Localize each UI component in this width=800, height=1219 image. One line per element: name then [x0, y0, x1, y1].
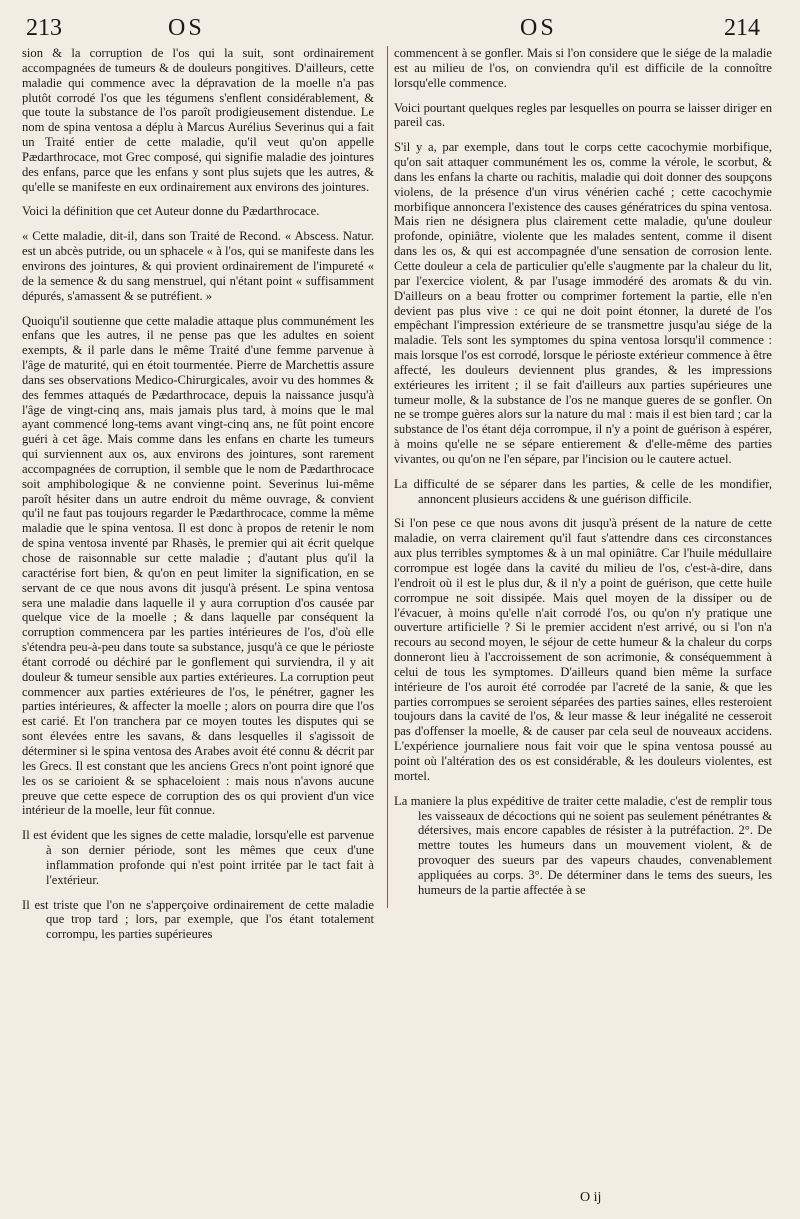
page-number-right: 214 — [724, 15, 760, 41]
left-column — [22, 46, 374, 952]
paragraph: Voici pourtant quelques regles par lesquelles on pourra se laisser diriger en pareil cas. — [394, 100, 772, 130]
quotation-paragraph: « Cette maladie, dit-il, dans son Traité de Recond. « Abscess. Natur. est un abcès putride, ou un sphacele « à l'os, qui se manifeste dans les environs des jointures, & qui provient ordinairement de l'impureté « de la semence & du sang menstruel, qui n'étant point « suffisamment dépurés, s'amassent & se putréfient. » — [22, 229, 374, 303]
paragraph: Quoiqu'il soutienne que cette maladie attaque plus communément les enfans que les autres, il ne pense pas que les adultes en soient exempts, & il parle dans le même Traité d'une femme parvenue à l'âge de maturité, qui en étoit tourmentée. Pierre de Marchettis assure dans ses observations Medico-Chirurgicales, avoir vu des hommes & des femmes attaqués de Pædarthrocace, depuis la naissance jusqu'à l'âge de vingt-cinq ans, mais jamais plus tard, à moins que le mal ayant commencé long-tems avant vingt-cinq ans, ne fût point encore guéri à cet âge. Mais comme dans les enfans en charte les tumeurs qui surviennent aux os, aux environs des jointures, sont rarement accompagnées de corruption, il semble que le nom de Pædarthrocace soit amphibologique & ne convienne point. Severinus lui-même paroît hésiter dans un autre endroit du même ouvrage, & convient qu'il ne faut pas toujours regarder le Pædarthrocace, comme la même maladie que le spina ventosa. Il est donc à propos de retenir le nom de spina ventosa inventé par Rhasès, le premier qui ait écrit quelque chose de raisonnable sur cette maladie ; d'autant plus qu'il la caractérise fort bien, & qu'on en peut limiter la signification, en se servant de ce que nous avons dit jusqu'à présent. Le spina ventosa sera une maladie dans laquelle il y aura corruption d'os causée par quelque vice de la moelle ; & dans laquelle par conséquent la corruption commencera par les parties intérieures de l'os, d'où elle s'étendra peu-à-peu dans toute sa substance, jusqu'à ce que le périoste étant corrodé ou déchiré par le gonflement qui surviendra, il y ait douleur & tumeur sensible aux parties extérieures. La corruption peut commencer aux parties extérieures de l'os, le pénétrer, gagner les parties intérieures, & affecter la moelle ; alors on pourra dire que l'os est carié. Et l'on tranchera par ce moyen toutes les disputes qui se sont élevées entre les savans, & dans lesquelles il s'agissoit de déterminer si le spina ventosa des Arabes avoit été connu & décrit par les Grecs. Il est constant que les anciens Grecs n'ont point ignoré que les os se carioient & se sphaceloient : mais nous n'avons aucune preuve que cette espece de corruption des os qui provient d'un vice intérieur de la moelle, leur fût connue. — [22, 313, 374, 818]
paragraph: Voici la définition que cet Auteur donne du Pædarthrocace. — [22, 204, 320, 219]
running-head-right: OS — [520, 15, 557, 41]
paragraph: S'il y a, par exemple, dans tout le corps cette cacochymie morbifique, qu'on sait attaquer communément les os, comme la vérole, le scorbut, & dans les enfans la charte ou rachitis, maladie qui doit donner des soupçons violens, de la présence d'un virus vénérien caché ; cette cacochymie morbifique annoncera l'existence des causes génératrices du spina ventosa. Mais rien ne désignera plus clairement cette maladie, qu'une douleur profonde, opiniâtre, violente que les malades sentent, comme il disent dans les os, & qui est accompagnée d'une sensation de corrosion lente. Cette douleur a cela de particulier qu'elle s'augmente par la chaleur du lit, par l'exercice violent, & par l'usage immodéré des aromats & du vin. D'ailleurs on a beau frotter ou comprimer fortement la partie, elle n'en devient pas plus vive : ce qui ne doit point étonner, la dureté de l'os empêchant l'impression extérieure de se transmettre jusqu'au siége de la maladie. Tels sont les symptomes du spina ventosa lorsqu'il commence : mais lorsque l'os est corrodé, lorsque le périoste extérieur commence à être affecté, les douleurs deviennent plus grandes, & les impressions extérieures les irritent ; il se fait d'ailleurs aux parties supérieures une tumeur molle, & la substance de l'os ne manque gueres de se gonfler. On ne se trompe guères alors sur la nature du mal : mais il est bien tard ; car la substance de l'os étant déja corrompue, il n'y a point de guérison à espérer, à moins qu'elle ne se sépare entierement & d'elle-même des parties vivantes, ou qu'on ne l'en sépare, par l'incision ou le cautere actuel. — [394, 140, 772, 466]
paragraph: Si l'on pese ce que nous avons dit jusqu'à présent de la nature de cette maladie, on verra clairement qu'il faut s'attendre dans ces circonstances aux plus terribles symptomes & à un mal opiniâtre. Car l'huile médullaire corrompue est logée dans la cavité du milieu de l'os, c'est-à-dire, dans l'endroit où il est le plus dur, & il n'y a point de guérison, que cette huile corrompue ne soit dissipée. Mais quel moyen de la dissiper ou de l'évacuer, à moins qu'elle n'ait corrodé l'os, ou qu'on n'y pratique une ouverture artificielle ? Si le premier accident n'est arrivé, ou si l'on n'a recours au second moyen, le séjour de cette humeur & la chaleur du corps donneront lieu à l'accroissement de son acrimonie, & conséquemment à celui de tous les symptomes. D'ailleurs quand bien même la surface intérieure de l'os auroit été corrodée par l'acreté de la sanie, & que les parties corrompues se seroient séparées des parties saines, elles resteroient toujours dans la cavité de l'os, & leur masse & leur inégalité ne cesseroit pas d'offenser la moelle, & de causer par cela seul de nouveaux accidens. L'expérience journaliere nous fait voir que le spina ventosa poussé au point où l'altération des os est considérable, & les douleurs violentes, est mortel. — [394, 516, 772, 783]
signature-mark: O ij — [580, 1190, 602, 1205]
paragraph: Il est triste que l'on ne s'apperçoive ordinairement de cette maladie que trop tard ; lors, par exemple, que l'os étant totalement corrompu, les parties supérieures — [22, 897, 374, 942]
paragraph: sion & la corruption de l'os qui la suit, sont ordinairement accompagnées de tumeurs & de douleurs pongitives. D'ailleurs, cette maladie qui commence avec la dépravation de la moelle n'a pas plutôt corrodé l'os que les tégumens s'enflent considérablement, & que toute la substance de l'os paroît prodigieusement distendue. Le nom de spina ventosa a déplu à Marcus Aurélius Severinus qui a fait un Traité entier de cette maladie, qu'il veut qu'on appelle Pædarthrocace, mot Grec composé, qui signifie maladie des jointures des enfans, parce que les enfans y sont plus sujets que les autres, & qu'elle se manifeste en eux ordinairement aux environs des jointures. — [22, 46, 374, 194]
paragraph: commencent à se gonfler. Mais si l'on considere que le siége de la maladie est au milieu de l'os, on conviendra qu'il est difficile de la connoître lorsqu'elle commence. — [394, 46, 772, 90]
running-head-left: OS — [168, 15, 205, 41]
paragraph: La difficulté de se séparer dans les parties, & celle de les mondifier, annoncent plusieurs accidens & une guérison difficile. — [394, 476, 772, 506]
page-number-left: 213 — [26, 15, 62, 41]
right-column — [387, 46, 772, 908]
paragraph: La maniere la plus expéditive de traiter cette maladie, c'est de remplir tous les vaisseaux de décoctions qui ne soient pas seulement pénétrantes & détersives, mais encore capables de résister à la putréfaction. 2°. De mettre toutes les humeurs dans un mouvement violent, & de provoquer des sueurs par des vapeurs chaudes, convenablement appliquées au corps. 3°. De déterminer dans le tems des sueurs, les humeurs de la partie affectée à se — [394, 793, 772, 897]
paragraph: Il est évident que les signes de cette maladie, lorsqu'elle est parvenue à son dernier période, sont les mêmes que ceux d'une inflammation profonde qui n'est point irritée par le tact fait à l'extérieur. — [22, 828, 374, 887]
